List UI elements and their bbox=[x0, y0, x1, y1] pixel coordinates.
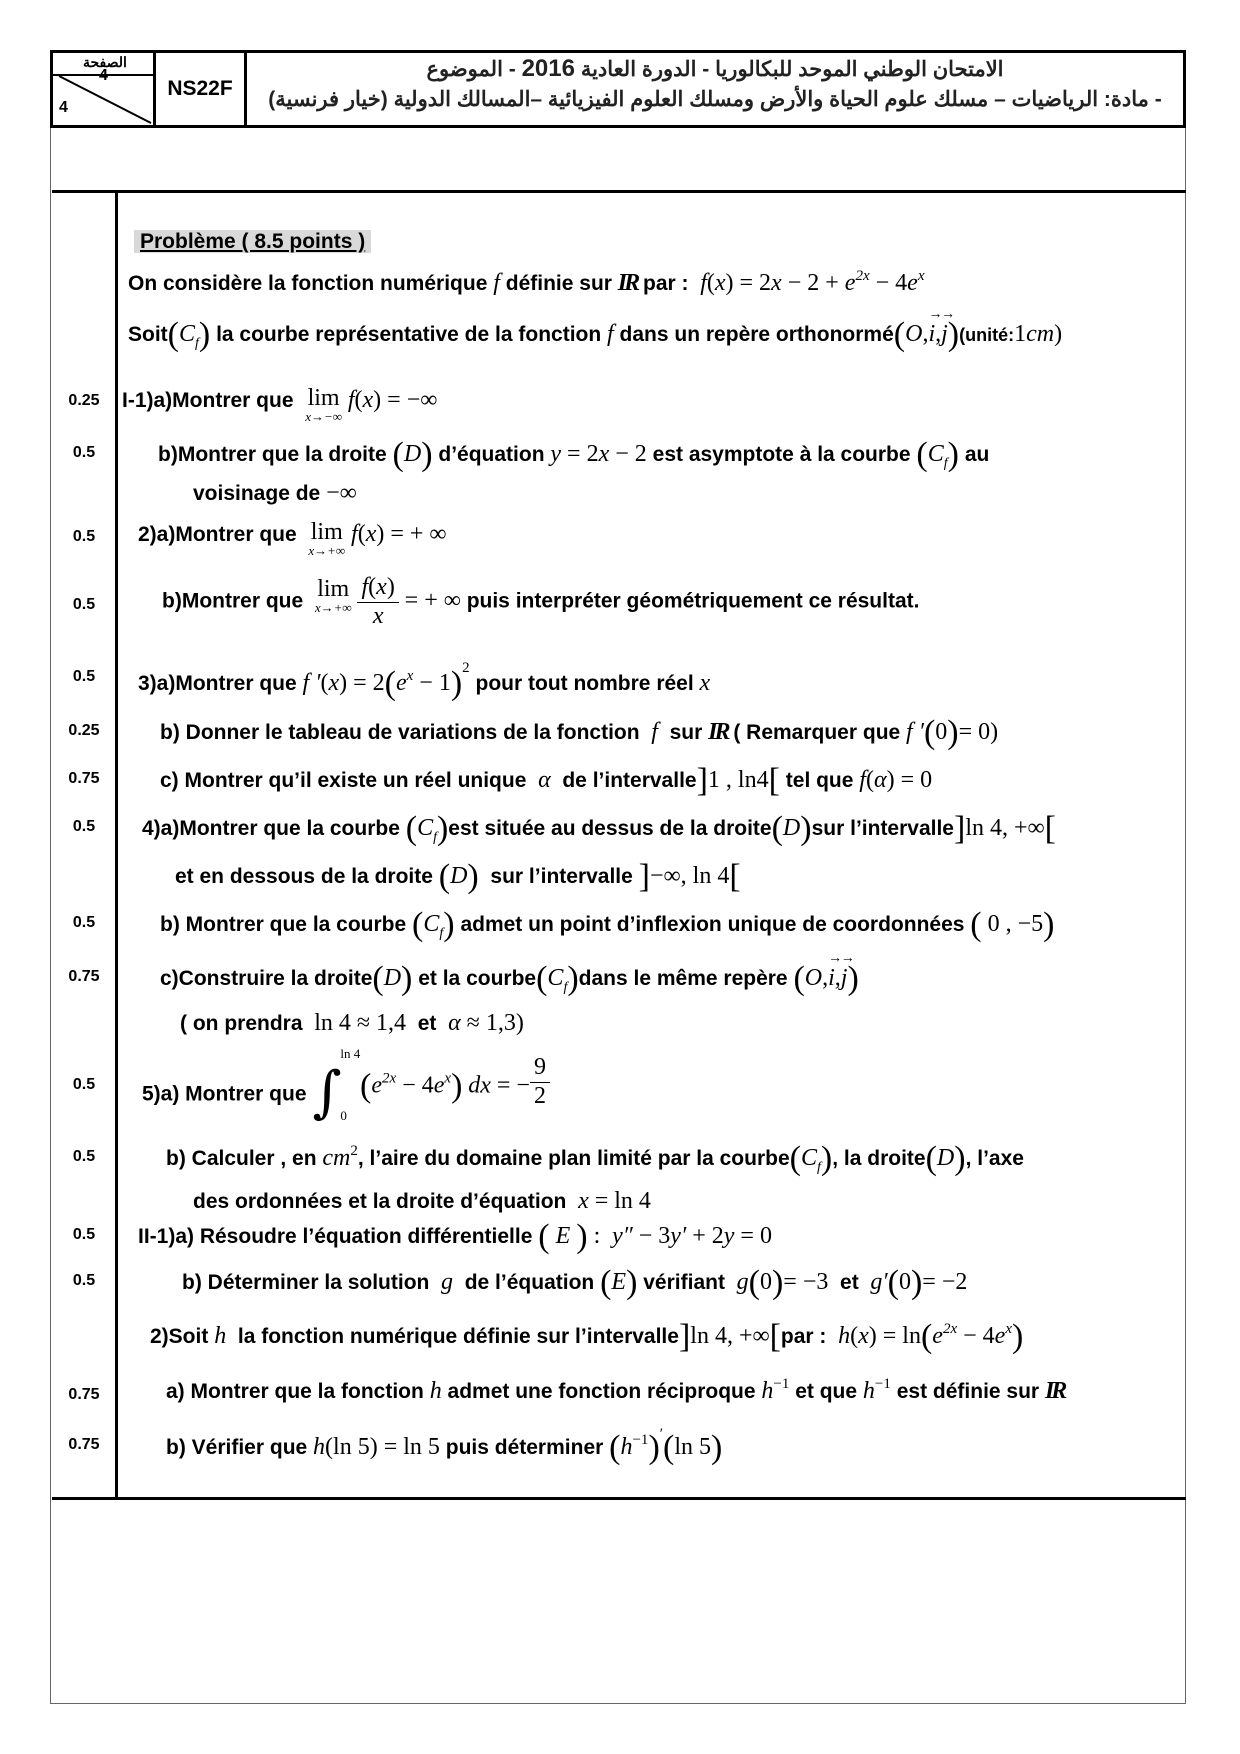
q1b-label: b)Montrer que la droite bbox=[158, 443, 387, 466]
points-q1: 0.25 bbox=[68, 392, 100, 409]
question-5b-line2: des ordonnées et la droite d’équation x = ln 4 bbox=[193, 1188, 651, 1214]
top-rule bbox=[52, 190, 1186, 193]
qII1b-mid: de l’équation bbox=[464, 1271, 595, 1294]
bottom-rule bbox=[52, 1497, 1186, 1500]
question-4b: b) Montrer que la courbe $(C_f)$ admet un point d’inflexion unique de coordonnées ( 0 , −5) bbox=[160, 906, 1055, 943]
points-q7b: 0.75 bbox=[68, 1436, 100, 1453]
q2b-end: puis interpréter géométriquement ce résultat. bbox=[466, 589, 920, 613]
question-3a: 3)a)Montrer que f $'(x) = 2(e^x - 1)^2$ pour tout nombre réel x bbox=[138, 660, 711, 702]
points-q4a: 0.5 bbox=[72, 818, 96, 835]
q4b-label: b) Montrer que la courbe bbox=[160, 913, 407, 936]
q5b-mid: , l’aire du domaine plan limité par la courbe bbox=[357, 1147, 790, 1170]
points-q2a: 0.5 bbox=[72, 528, 96, 545]
q3c-label: c) Montrer qu’il existe un réel unique bbox=[160, 769, 527, 792]
q3b-end: ( Remarquer que bbox=[733, 721, 901, 744]
problem-title-text: Problème ( 8.5 points ) bbox=[134, 230, 371, 253]
title-line1-a: الامتحان الوطني الموحد للبكالوريا - الدورة العادية bbox=[580, 58, 1004, 81]
exam-header bbox=[50, 50, 1186, 128]
points-q6b: 0.5 bbox=[72, 1272, 96, 1289]
intro2-unit: (unité: bbox=[959, 325, 1015, 345]
points-q4b: 0.5 bbox=[72, 914, 96, 931]
exam-code: NS22F bbox=[156, 53, 247, 125]
qII2b-end: puis déterminer bbox=[445, 1436, 604, 1459]
qII2-label: 2)Soit bbox=[150, 1325, 209, 1348]
q5b-line2: des ordonnées et la droite d’équation bbox=[193, 1190, 567, 1213]
page-total: 4 bbox=[59, 99, 68, 116]
question-5a: 5)a) Montrer que ∫ ln 4 0 $(e^{2x} - 4e^x)$ dx = − $\frac{9}{2}$ bbox=[142, 1054, 550, 1124]
question-2b: b)Montrer que lim x→+∞ $\frac{f(x)}{x}$ = + ∞ puis interpréter géométriquement ce résultat. bbox=[162, 574, 920, 629]
qII1b-end: vérifiant bbox=[643, 1271, 725, 1294]
q5a-label: 5)a) Montrer que bbox=[142, 1082, 307, 1106]
q3b-label: b) Donner le tableau de variations de la fonction bbox=[160, 721, 640, 744]
qII1b-label: b) Déterminer la solution bbox=[182, 1271, 430, 1294]
qII2a-end: et que bbox=[795, 1380, 858, 1403]
question-3b: b) Donner le tableau de variations de la fonction f sur IR ( Remarquer que f ′(0)= 0) bbox=[160, 714, 999, 751]
q4c-label: c)Construire la droite bbox=[160, 967, 373, 990]
question-1a: I-1)a)Montrer que lim x→−∞ f(x) = −∞ bbox=[122, 385, 438, 424]
title-year: 2016 bbox=[521, 55, 575, 82]
points-q3a: 0.5 bbox=[72, 668, 96, 685]
question-5b: b) Calculer , en $cm^2$, l’aire du domaine plan limité par la $courbe(C_f)$, la droite(D), l’axe bbox=[166, 1140, 1024, 1177]
question-2a: 2)a)Montrer que lim x→+∞ f(x) = + ∞ bbox=[138, 519, 447, 558]
qII2b-label: b) Vérifier que bbox=[166, 1436, 308, 1459]
intro1-par: par : bbox=[643, 272, 689, 295]
q1b-end2: au bbox=[964, 443, 990, 466]
intro1-mid: définie sur bbox=[505, 272, 612, 295]
qII2-end: par : bbox=[780, 1325, 827, 1348]
exam-title bbox=[247, 53, 1183, 125]
q4b-end: admet un point d’inflexion unique de coordonnées bbox=[460, 913, 965, 936]
q2a-label: 2)a)Montrer que bbox=[138, 523, 297, 546]
intro-line-1: On considère la fonction numérique f définie sur IR par : $f(x) = 2x - 2 + e^{2x} - 4e^x$ bbox=[128, 268, 925, 296]
q1a-label: I-1)a)Montrer que bbox=[122, 389, 294, 412]
q3c-mid: de l’intervalle bbox=[562, 769, 697, 792]
intro1-text: On considère la fonction numérique bbox=[128, 272, 488, 295]
qII2a-end2: est définie sur bbox=[896, 1380, 1040, 1403]
q3a-label: 3)a)Montrer que bbox=[138, 672, 297, 695]
qII2-mid: la fonction numérique définie sur l’intervalle bbox=[237, 1325, 679, 1348]
page-number-box bbox=[53, 53, 156, 125]
q1b-mid: d’équation bbox=[438, 443, 545, 466]
q5b-end2: , l’axe bbox=[965, 1147, 1024, 1170]
question-3c: c) Montrer qu’il existe un réel unique α de l’intervalle]1 , ln4[ tel que f(α) = 0 bbox=[160, 762, 933, 799]
question-II-1b: b) Déterminer la solution g de l’équation (E) vérifiant g(0)= −3 et g′(0)= −2 bbox=[182, 1264, 968, 1301]
q4a-line2-end: sur l’intervalle bbox=[490, 865, 633, 888]
question-II-1a: II-1)a) Résoudre l’équation différentielle ( E ) : y″ − 3y′ + 2y = 0 bbox=[138, 1218, 772, 1255]
question-II-2b: b) Vérifier que h(ln 5) = ln 5 puis déterminer $(h^{-1})'(\ln$ 5) bbox=[166, 1426, 723, 1466]
points-q5b: 0.5 bbox=[72, 1148, 96, 1165]
points-q3b: 0.25 bbox=[68, 722, 100, 739]
q4a-label: 4)a)Montrer que la courbe bbox=[142, 817, 400, 840]
intro2-soit: Soit bbox=[128, 323, 168, 346]
question-4a: 4)a)Montrer que la courbe $(C_f)est$ située au dessus de la droite(D)sur l’intervalle]ln 4, +∞[ bbox=[142, 810, 1056, 847]
page-number: 4 bbox=[99, 67, 108, 84]
qII2a-mid: admet une fonction réciproque bbox=[447, 1380, 756, 1403]
q4a-end: sur l’intervalle bbox=[811, 817, 954, 840]
q4c-end: dans le même repère bbox=[578, 967, 788, 990]
q4a-mid: est située au dessus de la droite bbox=[448, 817, 772, 840]
title-line1-b: - الموضوع bbox=[426, 58, 516, 81]
points-q2b: 0.5 bbox=[72, 596, 96, 613]
points-column-rule bbox=[115, 192, 118, 1499]
qII1b-end2: et bbox=[840, 1271, 859, 1294]
question-1b: b)Montrer que la droite (D) d’équation y = 2x − 2 est asymptote à la courbe $(C_f)$ au bbox=[158, 436, 990, 473]
q4c-line2-mid: et bbox=[417, 1012, 437, 1035]
points-q7a: 0.75 bbox=[68, 1386, 100, 1403]
q3c-end: tel que bbox=[785, 769, 854, 792]
question-4c: c)Construire la droite(D) et la $courbe(C_f)dans$ le même repère (O,→ i,→ j) bbox=[160, 960, 859, 998]
intro2-mid: dans un repère orthonormé bbox=[619, 323, 894, 346]
q1b-line2: voisinage de bbox=[193, 482, 321, 505]
points-q6a: 0.5 bbox=[72, 1226, 96, 1243]
points-q4c: 0.75 bbox=[68, 968, 100, 985]
problem-title bbox=[134, 230, 371, 254]
question-4c-line2: ( on prendra ln 4 ≈ 1,4 et α ≈ 1,3) bbox=[180, 1010, 524, 1036]
points-q1b: 0.5 bbox=[72, 444, 96, 461]
q3b-mid: sur bbox=[669, 721, 703, 744]
title-line2: - مادة: الرياضيات – مسلك علوم الحياة والأرض ومسلك العلوم الفيزيائية –المسالك الدولية (خيار فرنسية) bbox=[268, 88, 1162, 111]
question-II-2: 2)Soit h la fonction numérique définie sur l’intervalle]ln 4, +∞[par : $h(x) = \ln(e^{2x} - 4e^x)$ bbox=[150, 1318, 1024, 1355]
question-4a-line2: et en dessous de la droite (D) sur l’intervalle ]−∞, ln 4[ bbox=[175, 858, 741, 895]
question-II-2a: a) Montrer que la fonction h admet une fonction réciproque $h^{-1}$ et que $h^{-1}$ est définie sur IR bbox=[166, 1376, 1065, 1404]
question-1b-line2: voisinage de −∞ bbox=[193, 480, 357, 506]
integral-sign: ∫ bbox=[312, 1059, 342, 1125]
q4c-line2: ( on prendra bbox=[180, 1012, 303, 1035]
q2b-label: b)Montrer que bbox=[162, 589, 304, 613]
qII1a-label: II-1)a) Résoudre l’équation différentielle bbox=[138, 1225, 533, 1248]
q4c-mid: et la courbe bbox=[418, 967, 537, 990]
q5b-end: , la droite bbox=[832, 1147, 926, 1170]
intro2-text: la courbe représentative de la fonction bbox=[216, 323, 602, 346]
qII2a-label: a) Montrer que la fonction bbox=[166, 1380, 424, 1403]
points-q5a: 0.5 bbox=[72, 1076, 96, 1093]
points-q3c: 0.75 bbox=[68, 770, 100, 787]
q1b-end: est asymptote à la courbe bbox=[652, 443, 911, 466]
q4a-line2: et en dessous de la droite bbox=[175, 865, 433, 888]
intro-line-2: $Soit(C_f)$ la courbe représentative de la fonction f dans un repère orthonormé(O,→ i,→ j)(unité:1cm) bbox=[128, 316, 1062, 354]
page-label: الصفحة bbox=[83, 54, 127, 70]
q5b-label: b) Calculer , en bbox=[166, 1147, 317, 1170]
q3a-end: pour tout nombre réel bbox=[475, 672, 694, 695]
